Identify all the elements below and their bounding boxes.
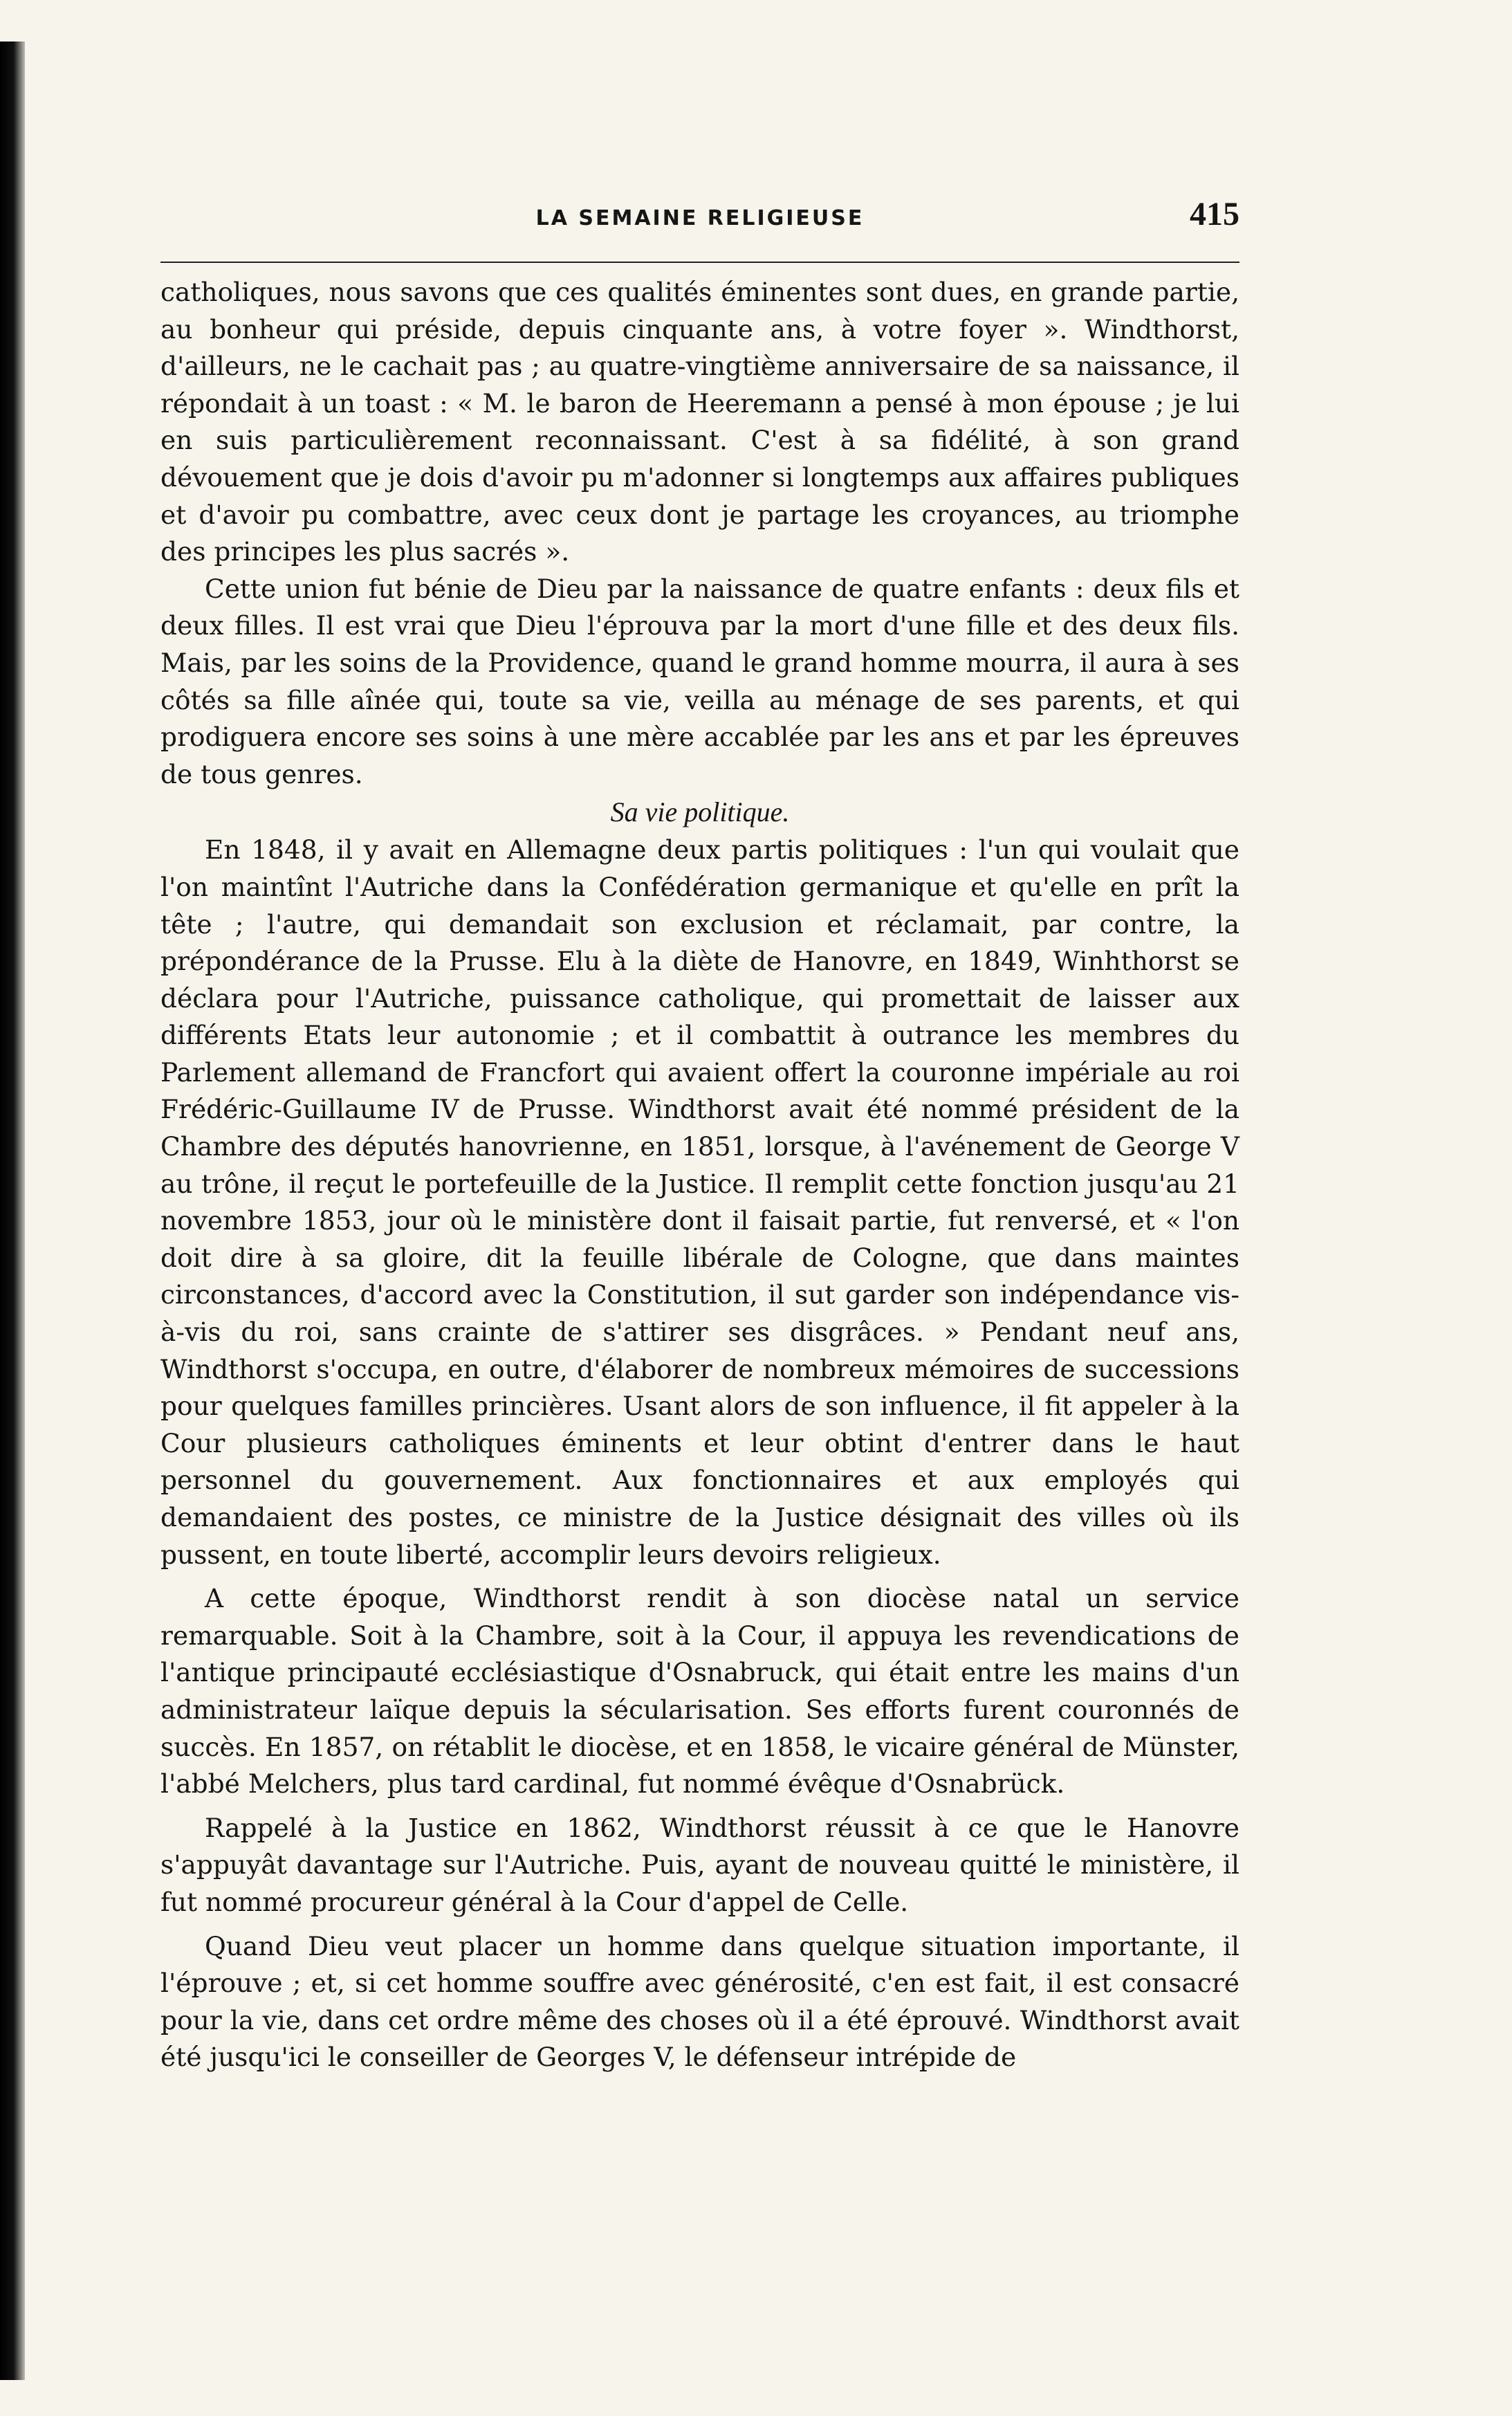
body-text xyxy=(160,274,1239,2076)
paragraph-5: Rappelé à la Justice en 1862, Windthorst réussit à ce que le Hanovre s'appuyât davantage sur l'Autriche. Puis, ayant de nouveau quitté le ministère, il fut nommé procureur général à la Cour d'appel de Celle. xyxy=(160,1812,1239,1917)
paragraph-4: A cette époque, Windthorst rendit à son diocèse natal un service remarquable. Soit à la Chambre, soit à la Cour, il appuya les revendications de l'antique principauté ecclésiastique d'Osnabruck, qui était entre les mains d'un administrateur laïque depuis la sécularisation. Ses efforts furent couronnés de succès. En 1857, on rétablit le diocèse, et en 1858, le vicaire général de Münster, l'abbé Melchers, plus tard cardinal, fut nommé évêque d'Osnabrück. xyxy=(160,1583,1239,1800)
binding-edge xyxy=(0,42,25,2380)
paragraph-2: Cette union fut bénie de Dieu par la naissance de quatre enfants : deux fils et deux filles. Il est vrai que Dieu l'éprouva par la mort d'une fille et des deux fils. Mais, par les soins de la Providence, quand le grand homme mourra, il aura à ses côtés sa fille aînée qui, toute sa vie, veilla au ménage de ses parents, et qui prodiguera encore ses soins à une mère accablée par les ans et par les épreuves de tous genres. xyxy=(160,573,1239,789)
section-title: Sa vie politique. xyxy=(610,796,790,828)
page-number: 415 xyxy=(1190,196,1239,232)
header-rule xyxy=(160,262,1239,263)
page-header xyxy=(160,195,1239,250)
paragraph-1: catholiques, nous savons que ces qualités éminentes sont dues, en grande partie, au bonheur qui préside, depuis cinquante ans, à votre foyer ». Windthorst, d'ailleurs, ne le cachait pas ; au quatre-vingtième anniversaire de sa naissance, il répondait à un toast : « M. le baron de Heeremann a pensé à mon épouse ; je lui en suis particulièrement reconnaissant. C'est à sa fidélité, à son grand dévouement que je dois d'avoir pu m'adonner si longtemps aux affaires publiques et d'avoir pu combattre, avec ceux dont je partage les croyances, au triomphe des principes les plus sacrés ». xyxy=(160,277,1239,567)
running-title: LA SEMAINE RELIGIEUSE xyxy=(535,206,865,230)
paragraph-3: En 1848, il y avait en Allemagne deux partis politiques : l'un qui voulait que l'on maintînt l'Autriche dans la Confédération germanique et qu'elle en prît la tête ; l'autre, qui demandait son exclusion et réclamait, par contre, la prépondérance de la Prusse. Elu à la diète de Hanovre, en 1849, Winhthorst se déclara pour l'Autriche, puissance catholique, qui promettait de laisser aux différents Etats leur autonomie ; et il combattit à outrance les membres du Parlement allemand de Francfort qui avaient offert la couronne impériale au roi Frédéric-Guillaume IV de Prusse. Windthorst avait été nommé président de la Chambre des députés hanovrienne, en 1851, lorsque, à l'avénement de George V au trône, il reçut le portefeuille de la Justice. Il remplit cette fonction jusqu'au 21 novembre 1853, jour où le ministère dont il faisait partie, fut renversé, et « l'on doit dire à sa gloire, dit la feuille libérale de Cologne, que dans maintes circonstances, d'accord avec la Constitution, il sut garder son indépendance vis-à-vis du roi, sans crainte de s'attirer ses disgrâces. » Pendant neuf ans, Windthorst s'occupa, en outre, d'élaborer de nombreux mémoires de successions pour quelques familles princières. Usant alors de son influence, il fit appeler à la Cour plusieurs catholiques éminents et leur obtint d'entrer dans le haut personnel du gouvernement. Aux fonctionnaires et aux employés qui demandaient des postes, ce ministre de la Justice désignait des villes où ils pussent, en toute liberté, accomplir leurs devoirs religieux. xyxy=(160,834,1239,1570)
paragraph-6: Quand Dieu veut placer un homme dans quelque situation importante, il l'éprouve ; et, si cet homme souffre avec générosité, c'en est fait, il est consacré pour la vie, dans cet ordre même des choses où il a été éprouvé. Windthorst avait été jusqu'ici le conseiller de Georges V, le défenseur intrépide de xyxy=(160,1930,1239,2073)
